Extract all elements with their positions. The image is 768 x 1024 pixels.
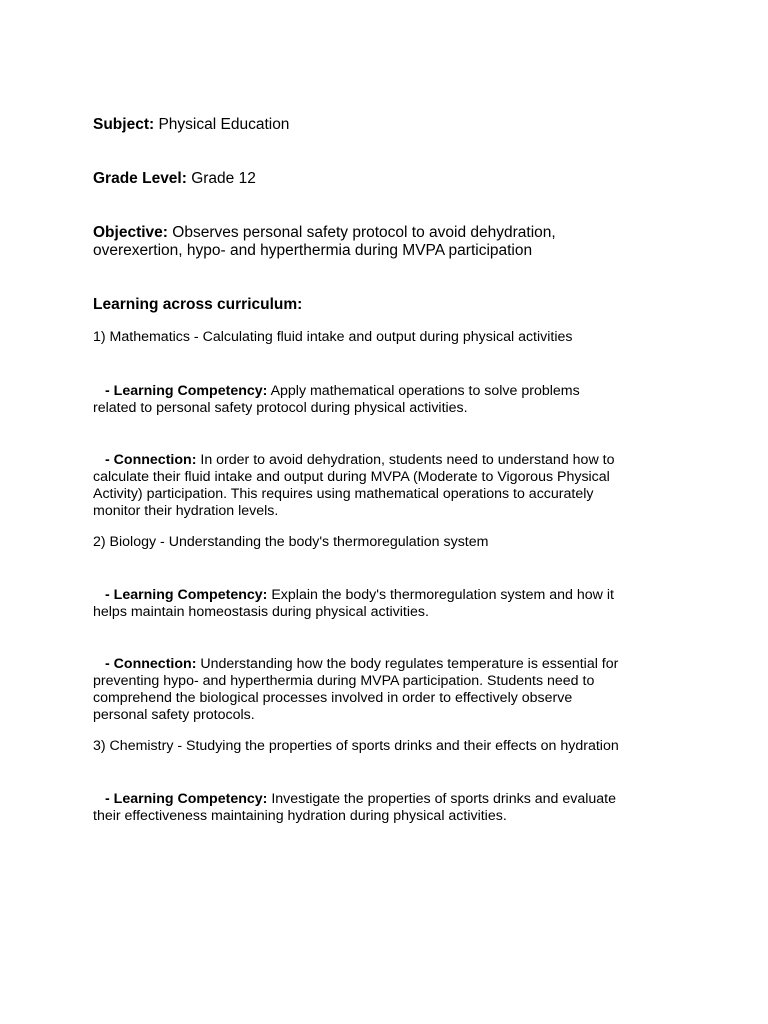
objective-line-1 <box>93 224 693 242</box>
subject-value: Physical Education <box>158 116 290 133</box>
grade-level-line <box>93 170 693 188</box>
item-1-competency-text-2: related to personal safety protocol during physical activities. <box>93 400 468 416</box>
item-2-competency-text-2: helps maintain homeostasis during physical activities. <box>93 604 429 620</box>
item-2-competency-label: - Learning Competency: <box>105 587 268 603</box>
item-2-competency-text-1: Explain the body's thermoregulation system and how it <box>271 587 614 603</box>
item-1-competency-line-1 <box>93 382 705 400</box>
subject-line <box>93 116 693 134</box>
item-2-connection-line-1 <box>93 655 705 673</box>
item-2-competency-line-1 <box>93 586 705 604</box>
item-2-connection-text-4: personal safety protocols. <box>93 707 255 723</box>
item-1-connection-text-3: Activity) participation. This requires using mathematical operations to accurately <box>93 486 594 502</box>
item-1-connection-text-2: calculate their fluid intake and output during MVPA (Moderate to Vigorous Physical <box>93 469 610 485</box>
item-1-connection-text-4: monitor their hydration levels. <box>93 503 279 519</box>
grade-level-value: Grade 12 <box>191 170 256 187</box>
item-2-connection-text-2: preventing hypo- and hyperthermia during MVPA participation. Students need to <box>93 673 595 689</box>
item-1-connection-line-1 <box>93 451 705 469</box>
objective-line-2 <box>93 242 693 260</box>
item-2-connection-label: - Connection: <box>105 656 197 672</box>
subject-label: Subject: <box>93 116 155 133</box>
item-3-competency-text-2: their effectiveness maintaining hydration during physical activities. <box>93 808 507 824</box>
item-3-competency-line-1 <box>93 790 705 808</box>
item-1-title: 1) Mathematics - Calculating fluid intake and output during physical activities <box>93 329 573 345</box>
item-1-competency-text-1: Apply mathematical operations to solve problems <box>270 383 580 399</box>
objective-label: Objective: <box>93 224 168 241</box>
item-2-connection-text-1: Understanding how the body regulates temperature is essential for <box>200 656 619 672</box>
item-2-title: 2) Biology - Understanding the body's thermoregulation system <box>93 534 489 550</box>
item-2-connection-text-3: comprehend the biological processes involved in order to effectively observe <box>93 690 573 706</box>
objective-text-2: overexertion, hypo- and hyperthermia during MVPA participation <box>93 242 533 259</box>
item-3-competency-text-1: Investigate the properties of sports drinks and evaluate <box>271 791 616 807</box>
item-3-competency-label: - Learning Competency: <box>105 791 268 807</box>
grade-level-label: Grade Level: <box>93 170 187 187</box>
objective-text-1: Observes personal safety protocol to avoid dehydration, <box>172 224 556 241</box>
item-1-connection-label: - Connection: <box>105 452 197 468</box>
item-1-connection-text-1: In order to avoid dehydration, students need to understand how to <box>200 452 615 468</box>
learning-heading: Learning across curriculum: <box>93 296 303 313</box>
item-1-competency-label: - Learning Competency: <box>105 383 268 399</box>
item-3-title: 3) Chemistry - Studying the properties of sports drinks and their effects on hydration <box>93 738 619 754</box>
